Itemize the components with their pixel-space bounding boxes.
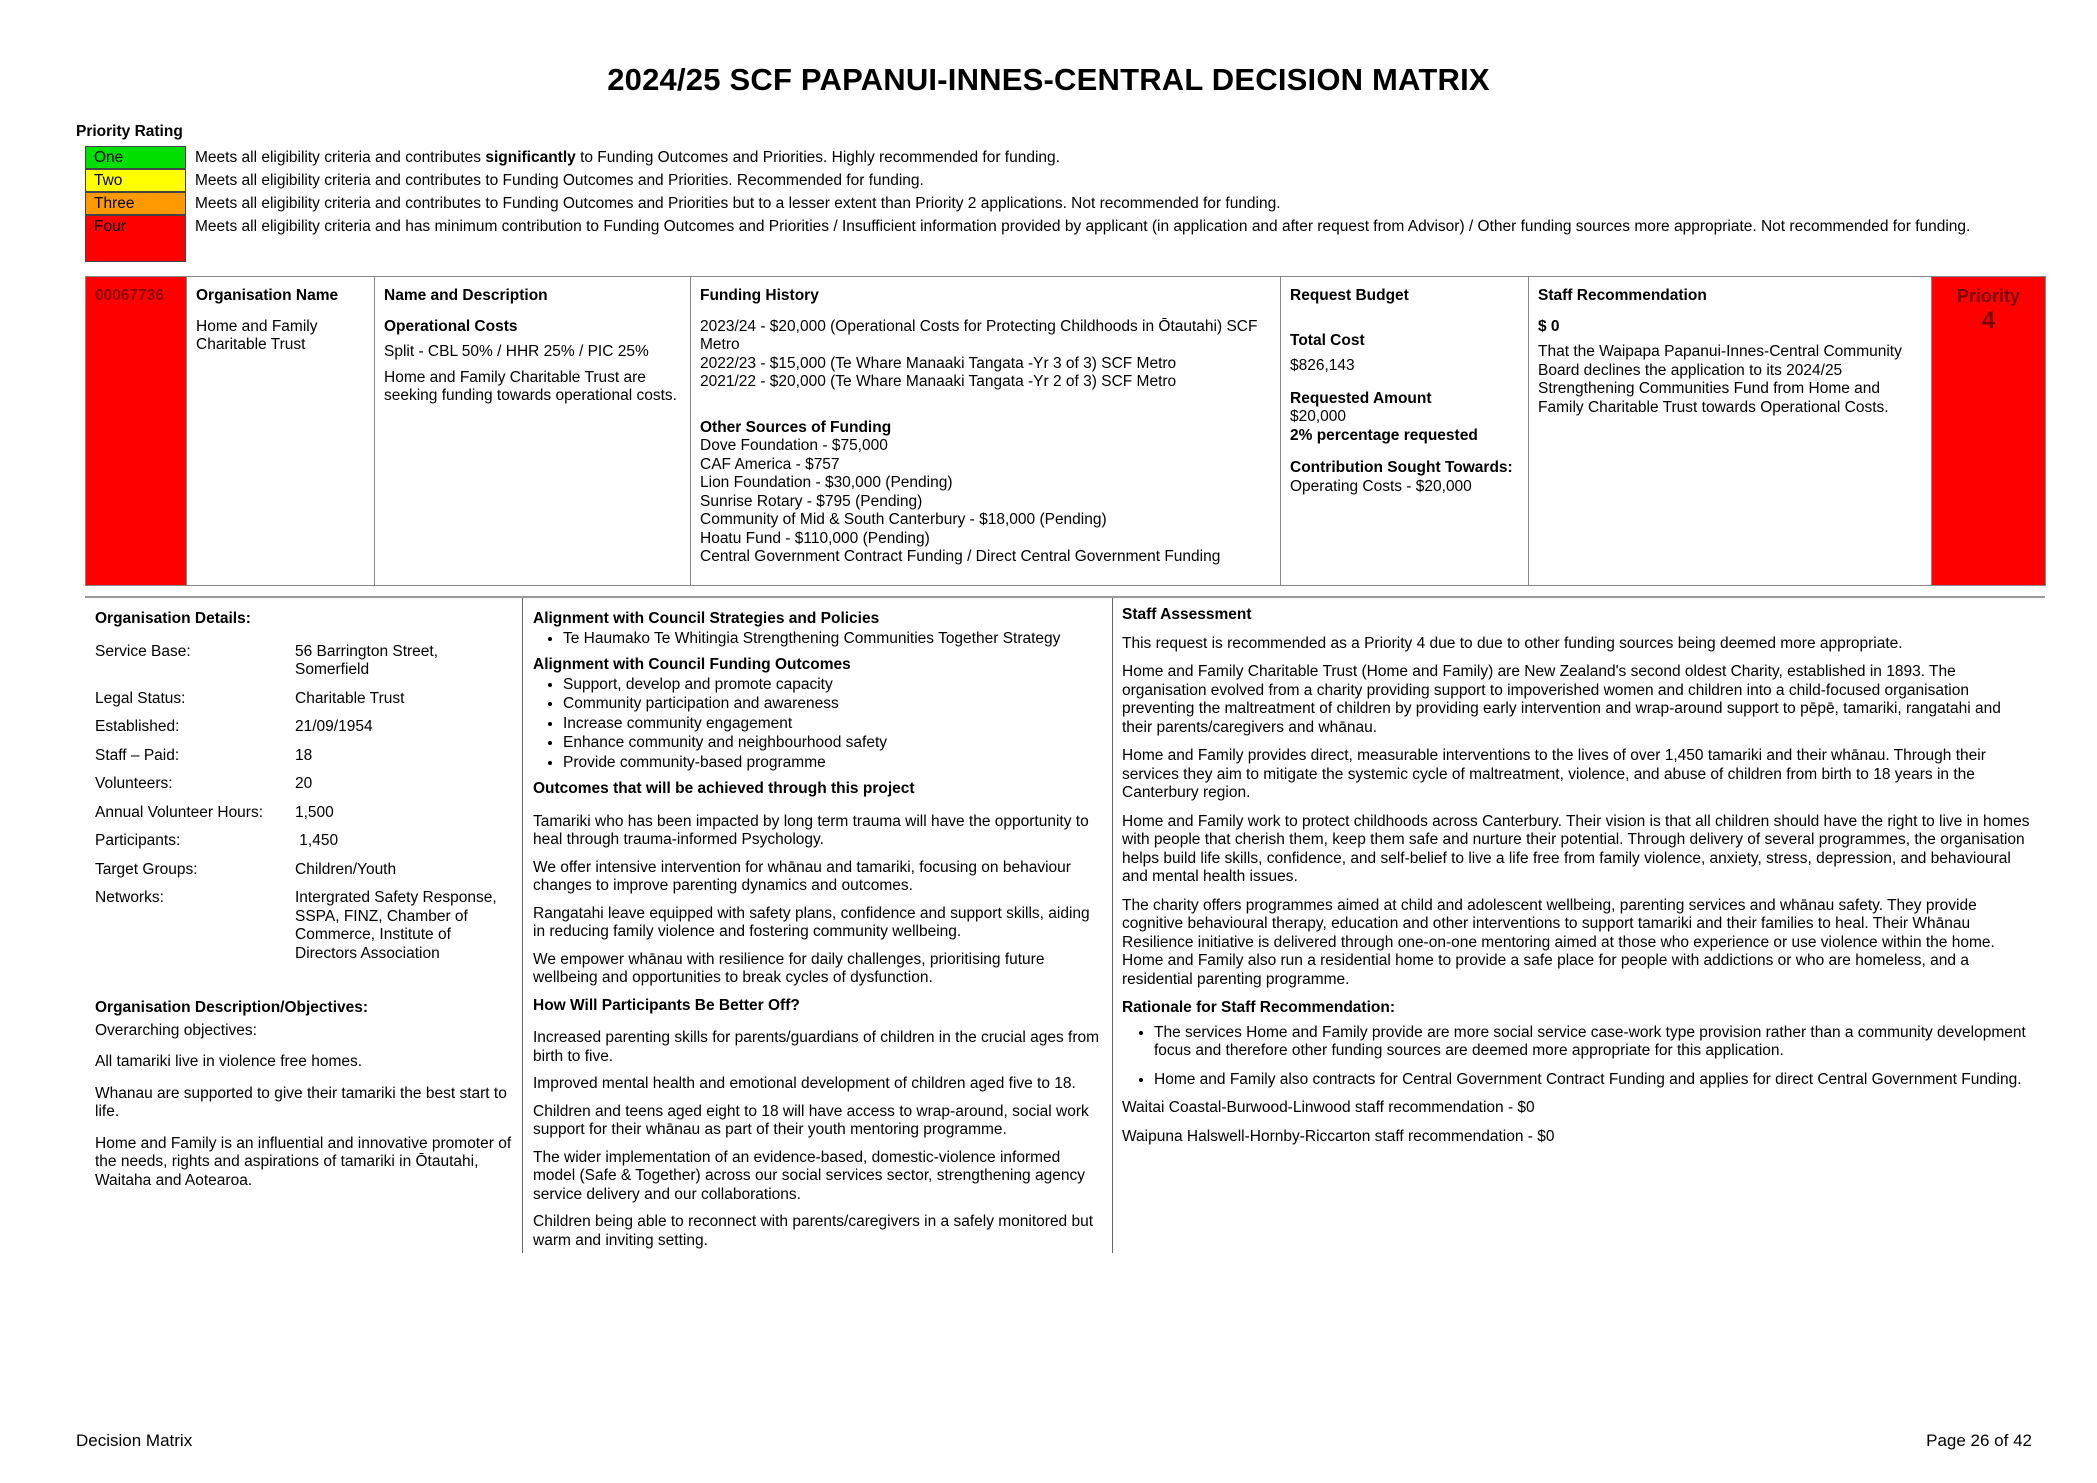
staff-assessment-column — [1122, 606, 2032, 1155]
better-off-item: Improved mental health and emotional development of children aged five to 18. — [533, 1075, 1076, 1092]
request-budget-cell — [1281, 277, 1529, 586]
rationale-item: • The services Home and Family provide are more social service case-work type provision rather than a community development focus and therefore other funding sources are deemed more appropriate for this application. — [1154, 1024, 2032, 1061]
project-name: Operational Costs — [384, 317, 518, 335]
application-summary-table — [85, 276, 2046, 586]
requested-amount-label: Requested Amount — [1290, 389, 1432, 407]
funding-outcomes-heading: Alignment with Council Funding Outcomes — [533, 656, 851, 673]
other-sources-header: Other Sources of Funding — [700, 418, 892, 436]
other-source-item: Hoatu Fund - $110,000 (Pending) — [700, 529, 930, 547]
outcome-item: • Increase community engagement — [563, 715, 1103, 734]
legend-row-two — [85, 169, 1985, 192]
requested-amount-value: $20,000 — [1290, 408, 1347, 425]
other-board-recommendation: Waipuna Halswell-Hornby-Riccarton staff recommendation - $0 — [1122, 1127, 1555, 1145]
org-name: Home and Family Charitable Trust — [196, 317, 318, 353]
column-divider — [1112, 598, 1113, 1253]
other-board-recommendation: Waitai Coastal-Burwood-Linwood staff recommendation - $0 — [1122, 1099, 1535, 1116]
other-source-item: CAF America - $757 — [700, 455, 840, 473]
org-objective: Whanau are supported to give their tamariki the best start to life. — [95, 1084, 507, 1120]
history-item: 2022/23 - $15,000 (Te Whare Manaaki Tangata -Yr 3 of 3) SCF Metro — [700, 354, 1177, 372]
name-description-header: Name and Description — [384, 287, 548, 304]
footer-document-name: Decision Matrix — [76, 1431, 193, 1450]
detail-row: Participants: 1,450 — [95, 832, 339, 849]
legend-text-three: Meets all eligibility criteria and contributes to Funding Outcomes and Priorities but to a lesser extent than Priority 2 applications. Not recommended for funding. — [195, 195, 1281, 212]
staff-recommendation-header: Staff Recommendation — [1538, 287, 1707, 304]
achieved-item: We empower whānau with resilience for daily challenges, prioritising future wellbeing and opportunities to break cycles of dysfunction. — [533, 950, 1045, 986]
assessment-paragraph: Home and Family work to protect childhoods across Canterbury. Their vision is that all children should have the right to live in homes with people that cherish them, keep them safe and nurture their potential. Through delivery of several programmes, the organisation helps build life skills, confidence, and self-belief to live a life free from family violence, anxiety, stress, depression, and behavioural and mental health issues. — [1122, 812, 2030, 885]
achieved-item: Rangatahi leave equipped with safety plans, confidence and support skills, aiding in reducing family violence and fostering community wellbeing. — [533, 904, 1090, 940]
other-source-item: Lion Foundation - $30,000 (Pending) — [700, 474, 953, 491]
application-id-cell — [86, 277, 187, 586]
achieved-item: We offer intensive intervention for whānau and tamariki, focusing on behaviour changes to improve parenting dynamics and outcomes. — [533, 858, 1071, 894]
outcome-item: • Community participation and awareness — [563, 695, 1103, 714]
strategies-heading: Alignment with Council Strategies and Policies — [533, 610, 880, 627]
detail-row: Legal Status: Charitable Trust — [95, 689, 405, 707]
legend-row-three — [85, 192, 1985, 215]
org-name-header: Organisation Name — [196, 287, 339, 304]
staff-recommendation-cell — [1529, 277, 1932, 586]
contribution-value: Operating Costs - $20,000 — [1290, 477, 1472, 495]
priority-label: Priority — [1956, 286, 2021, 306]
project-description: Home and Family Charitable Trust are seeking funding towards operational costs. — [384, 368, 677, 404]
legend-swatch-two: Two — [85, 169, 186, 192]
outcome-item: • Enhance community and neighbourhood safety — [563, 734, 1103, 753]
detail-row: Established: 21/09/1954 — [95, 718, 373, 735]
other-source-item: Central Government Contract Funding / Direct Central Government Funding — [700, 548, 1221, 565]
achieved-heading: Outcomes that will be achieved through this project — [533, 780, 915, 797]
detail-row: Service Base: 56 Barrington Street, Somerfield — [95, 642, 439, 678]
legend-text-one: Meets all eligibility criteria and contributes significantly to Funding Outcomes and Priorities. Highly recommended for funding. — [195, 149, 1060, 166]
legend-swatch-one: One — [85, 146, 186, 169]
detail-row: Annual Volunteer Hours: 1,500 — [95, 803, 334, 821]
better-off-heading: How Will Participants Be Better Off? — [533, 996, 800, 1014]
total-cost-label: Total Cost — [1290, 331, 1365, 349]
rationale-heading: Rationale for Staff Recommendation: — [1122, 999, 1395, 1016]
legend-swatch-four: Four — [85, 215, 186, 262]
history-item: 2021/22 - $20,000 (Te Whare Manaaki Tangata -Yr 2 of 3) SCF Metro — [700, 373, 1177, 390]
recommendation-text: That the Waipapa Papanui-Innes-Central Community Board declines the application to its 2024/25 Strengthening Communities Fund from Home and Family Charitable Trust towards Operational Costs. — [1538, 343, 1902, 416]
org-objective: Home and Family is an influential and innovative promoter of the needs, rights and aspirations of tamariki in Ōtautahi, Waitaha and Aotearoa. — [95, 1134, 512, 1189]
legend-text-four: Meets all eligibility criteria and has minimum contribution to Funding Outcomes and Priorities / Insufficient information provided by applicant (in application and after request from Advisor) / Other funding sources more appropriate. Not recommended for funding. — [195, 218, 1971, 235]
alignment-column — [533, 606, 1103, 1259]
assessment-paragraph: Home and Family provides direct, measurable interventions to the lives of over 1,450 tamariki and their whānau. Through their services they aim to mitigate the systemic cycle of maltreatment, violence, and abuse of children from birth to 18 years in the Canterbury region. — [1122, 747, 1986, 801]
legend-row-four — [85, 215, 1985, 262]
better-off-item: The wider implementation of an evidence-based, domestic-violence informed model (Safe & Together) across our social services sector, strengthening agency service delivery and our collaborations. — [533, 1148, 1085, 1203]
funding-split: Split - CBL 50% / HHR 25% / PIC 25% — [384, 343, 649, 360]
achieved-item: Tamariki who has been impacted by long term trauma will have the opportunity to heal through trauma-informed Psychology. — [533, 812, 1089, 848]
org-description-heading: Organisation Description/Objectives: — [95, 999, 369, 1016]
legend-swatch-three: Three — [85, 192, 186, 215]
org-objective: All tamariki live in violence free homes. — [95, 1053, 363, 1070]
organisation-name-cell — [187, 277, 375, 586]
better-off-item: Increased parenting skills for parents/guardians of children in the crucial ages from birth to five. — [533, 1029, 1100, 1065]
priority-cell — [1932, 277, 2046, 586]
other-source-item: Community of Mid & South Canterbury - $18,000 (Pending) — [700, 511, 1107, 528]
name-description-cell — [375, 277, 691, 586]
better-off-item: Children being able to reconnect with parents/caregivers in a safely monitored but warm and inviting setting. — [533, 1213, 1094, 1249]
detail-row: Target Groups: Children/Youth — [95, 860, 397, 878]
section-divider — [85, 596, 2045, 598]
assessment-paragraph: Home and Family Charitable Trust (Home and Family) are New Zealand's second oldest Charity, established in 1893. The organisation evolved from a charity providing support to impoverished women and children into a child-focused organisation preventing the maltreatment of children by providing early intervention and wrap-around support to pēpē, tamariki, rangatahi and their parents/caregivers and whānau. — [1122, 663, 2001, 736]
rationale-item: • Home and Family also contracts for Central Government Contract Funding and applies for direct Central Government Funding. — [1154, 1071, 2032, 1090]
application-id: 00067736 — [95, 287, 164, 304]
other-source-item: Sunrise Rotary - $795 (Pending) — [700, 492, 923, 510]
other-source-item: Dove Foundation - $75,000 — [700, 437, 888, 454]
total-cost-value: $826,143 — [1290, 357, 1355, 374]
detail-row: Staff – Paid: 18 — [95, 746, 313, 764]
rationale-list — [1122, 1024, 2032, 1090]
staff-assessment-heading: Staff Assessment — [1122, 606, 1252, 623]
outcome-item: • Provide community-based programme — [563, 754, 1103, 773]
priority-rating-heading: Priority Rating — [76, 123, 183, 140]
request-budget-header: Request Budget — [1290, 287, 1409, 304]
priority-value: 4 — [1981, 306, 1996, 334]
assessment-paragraph: This request is recommended as a Priority 4 due to due to other funding sources being deemed more appropriate. — [1122, 634, 1903, 652]
priority-legend — [85, 146, 1985, 262]
strategy-item: • Te Haumako Te Whitingia Strengthening Communities Together Strategy — [563, 630, 1103, 649]
page-title: 2024/25 SCF PAPANUI-INNES-CENTRAL DECISION MATRIX — [607, 62, 1490, 97]
better-off-item: Children and teens aged eight to 18 will have access to wrap-around, social work support for their whānau as part of their youth mentoring programme. — [533, 1102, 1089, 1138]
funding-history-cell — [691, 277, 1281, 586]
outcome-item: • Support, develop and promote capacity — [563, 676, 1103, 695]
legend-row-one — [85, 146, 1985, 169]
footer-page-number: Page 26 of 42 — [1926, 1431, 2032, 1450]
contribution-label: Contribution Sought Towards: — [1290, 459, 1513, 476]
funding-outcomes-list — [533, 676, 1103, 773]
funding-history-header: Funding History — [700, 287, 819, 304]
org-objective: Overarching objectives: — [95, 1021, 257, 1039]
recommended-amount: $ 0 — [1538, 317, 1560, 335]
history-item: 2023/24 - $20,000 (Operational Costs for Protecting Childhoods in Ōtautahi) SCF Metro — [700, 317, 1258, 353]
assessment-paragraph: The charity offers programmes aimed at child and adolescent wellbeing, parenting services and whānau safety. They provide cognitive behavioural therapy, education and other interventions to support tamariki and their families to heal. Their Whānau Resilience initiative is delivered through one-on-one mentoring aimed at those who experience or use violence within the home. Home and Family also run a residential home to provide a safe place for people with addictions or who are homeless, and a residential parenting programme. — [1122, 896, 1995, 988]
percentage-requested: 2% percentage requested — [1290, 426, 1478, 444]
detail-row: Volunteers: 20 — [95, 775, 313, 792]
legend-text-two: Meets all eligibility criteria and contributes to Funding Outcomes and Priorities. Recommended for funding. — [195, 172, 924, 189]
column-divider — [522, 598, 523, 1253]
org-details-heading: Organisation Details: — [95, 610, 251, 627]
organisation-details-column — [95, 606, 515, 1199]
detail-row: Networks: Intergrated Safety Response, SSPA, FINZ, Chamber of Commerce, Institute of Directors Association — [95, 889, 497, 962]
strategies-list — [533, 630, 1103, 649]
